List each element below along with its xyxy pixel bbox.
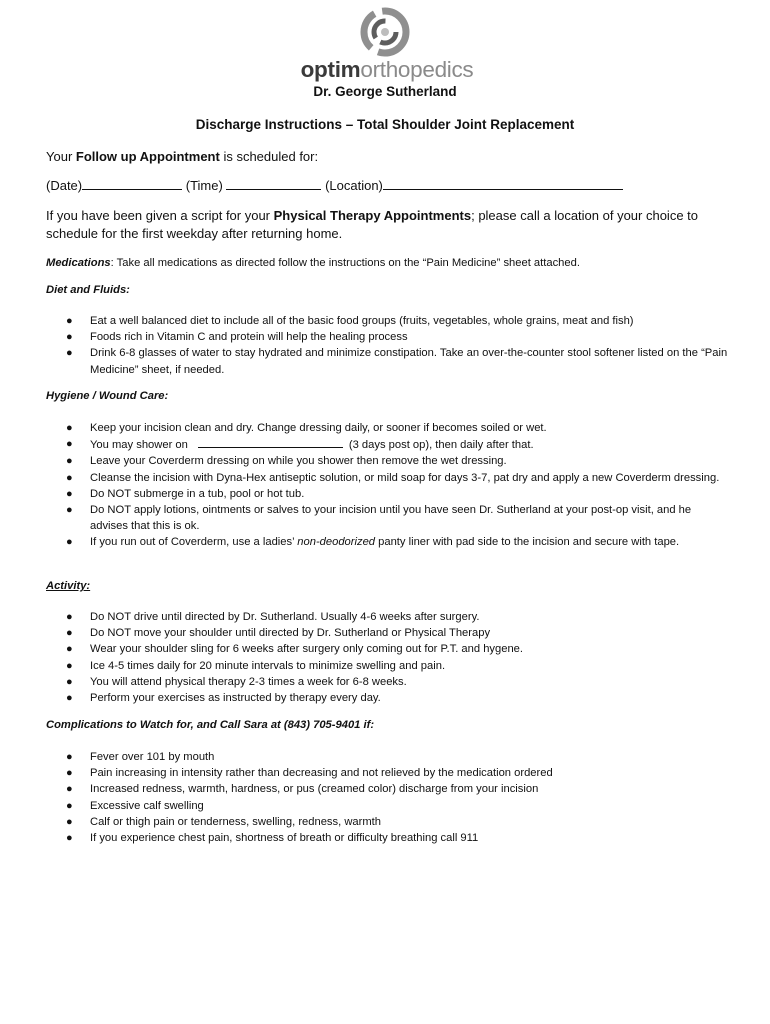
optim-swirl-icon <box>359 6 411 58</box>
list-item: ● Wear your shoulder sling for 6 weeks after surgery only coming out for P.T. and hygene. <box>66 643 524 656</box>
location-label: (Location) <box>325 178 383 193</box>
activity-heading: Activity: <box>46 580 91 592</box>
list-item: ● Fever over 101 by mouth <box>66 751 215 763</box>
hygiene-list <box>0 420 770 551</box>
list-item: ● Eat a well balanced diet to include all of the basic food groups (fruits, vegetables, whole grains, meat and fish) <box>66 315 634 327</box>
list-item: ● Keep your incision clean and dry. Change dressing daily, or sooner if becomes soiled or wet. <box>66 422 547 434</box>
list-item: ● Perform your exercises as instructed by therapy every day. <box>66 692 381 705</box>
therapy-paragraph: If you have been given a script for your Physical Therapy Appointments; please call a location of your choice to schedule for the first weekday after returning home. <box>46 208 699 241</box>
list-item: ● Pain increasing in intensity rather than decreasing and not relieved by the medication ordered <box>66 767 553 780</box>
list-item: ● Increased redness, warmth, hardness, or pus (creamed color) discharge from your incision <box>66 783 539 796</box>
list-item: ● Do NOT drive until directed by Dr. Sutherland. Usually 4-6 weeks after surgery. <box>66 611 480 623</box>
optim-wordmark: optimorthopedics <box>300 57 474 82</box>
list-item: ● Leave your Coverderm dressing on while you shower then remove the wet dressing. <box>66 455 507 468</box>
diet-heading: Diet and Fluids: <box>46 284 130 296</box>
complications-heading: Complications to Watch for, and Call Sara at (843) 705-9401 if: <box>46 719 375 731</box>
diet-list <box>0 313 770 378</box>
date-label: (Date) <box>46 178 83 193</box>
medications-line: Medications: Take all medications as directed follow the instructions on the “Pain Medicine” sheet attached. <box>46 257 580 269</box>
complications-list <box>0 749 770 846</box>
list-item: ● Cleanse the incision with Dyna-Hex antiseptic solution, or mild soap for days 3-7, pat dry and apply a new Coverderm dressing. <box>66 471 720 484</box>
list-item: ● If you experience chest pain, shortness of breath or difficulty breathing call 911 <box>66 832 479 845</box>
list-item: ● Do NOT submerge in a tub, pool or hot tub. <box>66 487 305 500</box>
activity-list <box>0 609 770 706</box>
list-item: ● Do NOT move your shoulder until directed by Dr. Sutherland or Physical Therapy <box>66 627 491 640</box>
list-item: ● Do NOT apply lotions, ointments or salves to your incision until you have seen Dr. Sutherland at your post-op visit, and he advises that this is ok. <box>66 504 692 533</box>
time-blank <box>226 178 321 190</box>
list-item: ● You will attend physical therapy 2-3 times a week for 6-8 weeks. <box>66 675 407 688</box>
list-item: ● Calf or thigh pain or tenderness, swelling, redness, warmth <box>66 815 382 828</box>
doctor-name: Dr. George Sutherland <box>313 84 457 99</box>
location-blank <box>383 178 623 190</box>
list-item: ● Ice 4-5 times daily for 20 minute intervals to minimize swelling and pain. <box>66 659 446 672</box>
list-item: ● Foods rich in Vitamin C and protein will help the healing process <box>66 331 408 344</box>
list-item: ● If you run out of Coverderm, use a ladies’ non-deodorized panty liner with pad side to the incision and secure with tape. <box>66 536 680 549</box>
date-blank <box>82 178 182 190</box>
list-item: ● Drink 6-8 glasses of water to stay hydrated and minimize constipation. Take an over-the-counter stool softener listed on the “Pain Medicine” sheet, if needed. <box>66 347 728 376</box>
appointment-fields <box>46 177 623 195</box>
optim-logo <box>290 6 484 84</box>
followup-line: Your Follow up Appointment is scheduled for: <box>46 149 319 164</box>
time-label: (Time) <box>185 178 223 193</box>
shower-date-blank <box>198 436 343 448</box>
hygiene-heading: Hygiene / Wound Care: <box>46 390 169 402</box>
list-item: ● You may shower on (3 days post op), then daily after that. <box>66 438 534 452</box>
list-item: ● Excessive calf swelling <box>66 799 204 812</box>
page-title: Discharge Instructions – Total Shoulder Joint Replacement <box>195 117 575 132</box>
